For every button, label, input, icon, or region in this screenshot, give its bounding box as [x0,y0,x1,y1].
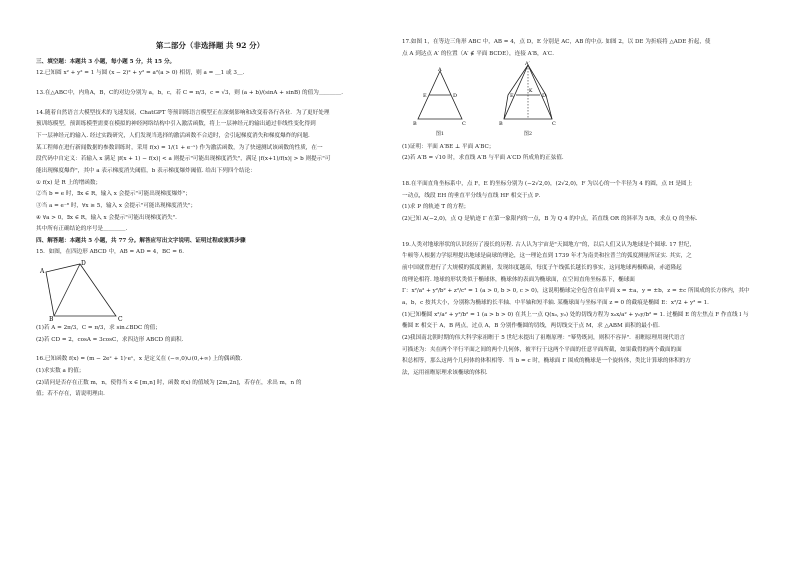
question-19-part-1-cont: 椭圆 E 相交于 A，B 两点，过点 A，B 分别作椭圆的切线，两切线交于点 M，求 △ABM 面积的最小值． [402,323,664,330]
fig15-label-c: C [118,316,123,323]
fig15-label-d: D [81,260,86,268]
question-14-line-1: 14.随着自然语言大模型技术的飞速发展，ChatGPT 等预训练语言模型正在深刻影响和改变着各行各业．为了更好处理 [36,109,330,116]
question-19-line-2: 牛顿等人根据力学原理提出地球是扁球的理论，这一理论直到 1739 年才为南美和拉普兰的弧度测量所证实. 其实，之 [402,253,692,260]
question-17-part-1: (1)证明：平面 A′BE ⊥ 平面 A′BC； [402,143,495,150]
question-16: 16.已知函数 f(x) = (m − 2eˣ + 1)·eˣ，x 是定义在 (−∞,0)∪(0,+∞) 上的偶函数． [36,356,247,363]
figure-2 [496,61,560,138]
conclusion-4: ④ ∀a > 0，∃x ∈ R，输入 x 会提示"可能出现梯度消失". [36,214,177,221]
question-17-cont: 点 A 到达点 A′ 的位置（A′ ∉ 平面 BCDE），连接 A′B，A′C． [402,50,558,57]
fig2-label-k: K [529,89,533,95]
question-12: 12.已知圆 x² + y² = 1 与圆 (x − 2)² + y² = a²(a > 0) 相切，则 a = ＿1 或 3＿． [36,70,249,77]
fig1-label-d: D [453,93,458,100]
question-13: 13.在△ABC中，内角A，B，C的对边分别为 a，b，c，若 C = π/3，c = √3，则 (a + b)/(sinA + sinB) 的值为＿＿＿＿． [36,89,347,96]
question-19-line-1: 19.人类对地球形状的认识经历了漫长的历程. 古人认为宇宙是"天圆地方"的，以后人们又认为地球是个圆球. 17 世纪， [402,241,695,248]
conclusion-1: ① f(x) 是 R 上的增函数； [36,179,102,186]
question-14-line-2: 预训练模型，预训练模型需要在模拟的神经网络结构中引入激活函数，将上一层神经元的输出通过非线性变化得到 [36,121,316,128]
question-14-line-6: 能出现梯度爆炸"，其中 a 表示梯度消失阈值，b 表示梯度爆炸阈值. 给出下列四个结论： [36,167,256,174]
right-column [402,36,758,381]
figure-2-caption: 图2 [523,130,533,137]
question-19-ellipsoid-equation: Γ：x²/a² + y²/b² + z²/c² = 1 (a > 0, b > 0, c > 0)，这说明椭球完全包含在由平面 x = ±a，y = ±b，z = ±c 所围成的长方体内，其中 [402,288,750,295]
fig2-label-b: B [499,121,503,128]
fig1-label-e: E [423,93,427,100]
question-18-part-2: (2)已知 A(−2,0)，点 Q 是轨迹 Γ 在第一象限内的一点，B 为 Q 4 的中点，若直线 OR 的斜率为 5/8，求点 Q 的坐标． [402,216,702,222]
question-16-part-2-cont: 值；若不存在，请说明理由． [36,391,109,398]
question-19-part-2-line-3: 积总相等，那么这两个几何体的体积相等．当 b = c 时，椭球面 Γ 围成的椭球是一个旋转体，类比计算球的体积的方 [402,358,691,365]
fill-in-header: 三、填空题：本题共 3 小题，每小题 5 分，共 15 分。 [36,58,176,65]
figure-row [412,61,758,138]
fig2-label-e: E [510,93,514,100]
figure-1-caption: 图1 [435,130,445,137]
question-19-line-3: 前中国就曾进行了大规模的弧度测量，发现纬度越高，每度子午线弧长越长的事实，这同地球两极略扁，赤道隆起 [402,264,682,271]
question-14-line-4: 某工程师在进行新闻数据的参数训练时，采用 f(x) = 1/(1 + e⁻ˣ) 作为激活函数，为了快速测试该函数的性质，在一 [36,144,323,151]
question-16-part-1: (1)求实数 a 的值； [36,368,85,375]
fig2-label-d: D [542,93,547,100]
question-19-part-2-line-4: 法，运用祖暅原理求该椭球的体积． [402,369,492,376]
question-14-answer-line: 其中所有正确结论的序号是＿＿＿＿． [36,226,132,233]
question-15-part-2: (2)若 CD = 2，cosA = 3cosC，求四边形 ABCD 的面积． [36,336,188,343]
fig15-label-a: A [40,268,45,276]
fig1-label-c: C [462,121,466,128]
section-title: 第二部分（非选择题 共 92 分） [155,41,265,50]
question-18-cont: 一动点，线段 EH 的垂直平分线与直线 HF 相交于点 P． [402,192,545,199]
folded-triangle-figure-2 [496,61,560,127]
question-19-line-4: 的理论相符. 地球的形状类似于椭球体，椭球体的表面为椭球面，在空间直角坐标系下，椭球面 [402,276,635,283]
fig2-label-c: C [552,121,556,128]
fig2-label-a-prime: A′ [525,61,530,68]
question-14-line-5: 段代码中自定义：若输入 x 满足 |f(x + 1) − f(x)| < a 则提示"可能出现梯度消失"，满足 |f(x+1)/f(x)| > b 则提示"可 [36,156,331,163]
conclusion-3: ③当 a = e⁻⁸ 时，∀x ≥ 5，输入 x 会提示"可能出现梯度消失"； [36,202,197,209]
question-15-part-1: (1)若 A = 2π/3，C = π/3，求 sin∠BDC 的值； [36,325,161,332]
question-17-part-2: (2)若 A′B = √10 时，求直线 A′B 与平面 A′CD 所成角的正弦值． [402,155,568,162]
fig1-label-a: A [438,67,442,74]
question-19-part-2-line-2: 可描述为：夹在两个平行平面之间的两个几何体，被平行于这两个平面的任意平面所截，如果截得的两个截面的面 [402,346,682,353]
triangle-figure-1 [412,67,468,127]
figure-1 [412,67,468,138]
question-15: 15．如图，在四边形 ABCD 中，AB = AD = 4，BC = 6． [36,249,188,256]
question-19-part-2: (2)我国南北朝时期的伟大科学家祖暅于 5 世纪末提出了祖暅原理："幂势既同，则积不容异"．祖暅原理用现代语言 [402,334,686,341]
fig15-label-b: B [49,316,54,323]
fig1-label-b: B [413,121,417,128]
question-19-part-1: (1)已知椭圆 x²/a² + y²/b² = 1 (a > b > 0) 在其上一点 Q(x₀, y₀) 处的切线方程为 x₀x/a² + y₀y/b² = 1. 过椭圆 E 的左焦点 F 作直线 l 与 [402,311,749,318]
question-18-part-1: (1)求 P 的轨迹 T 的方程； [402,204,470,211]
question-18: 18.在平面直角坐标系中，点 F，E 的坐标分别为 (−2√2,0)，(2√2,0)，F 为以心的一个半径为 4 的圆，点 H 是圆上 [402,181,693,188]
question-14-line-3: 下一层神经元的输入. 经过实践研究，人们发现当选择的激活函数不合适时，会引起梯度消失和梯度爆炸的问题. [36,132,310,139]
question-16-part-2: (2)请问是否存在正数 m，n，使得当 x ∈ [m,n] 时，函数 f(x) 的值域为 [2m,2n]，若存在，求出 m，n 的 [36,379,302,386]
solve-header: 四、解答题：本题共 5 小题，共 77 分。解答应写出文字说明、证明过程或演算步骤 [36,237,246,244]
question-17: 17.如图 1，在等边三角形 ABC 中，AB = 4，点 D，E 分别是 AC，AB 的中点. 如图 2，以 DE 为折痕将 △ADE 折起，使 [402,39,711,45]
conclusion-2: ②当 b = e 时，∃x ∈ R，输入 x 会提示"可能出现梯度爆炸"； [36,191,191,198]
left-column [36,36,384,402]
question-19-line-5: a，b，c 按其大小，分别称为椭球的长半轴、中半轴和短半轴. 某椭球面与坐标平面 z = 0 的截痕是椭圆 E：x²/2 + y² = 1． [402,299,713,306]
quadrilateral-figure [36,260,136,322]
